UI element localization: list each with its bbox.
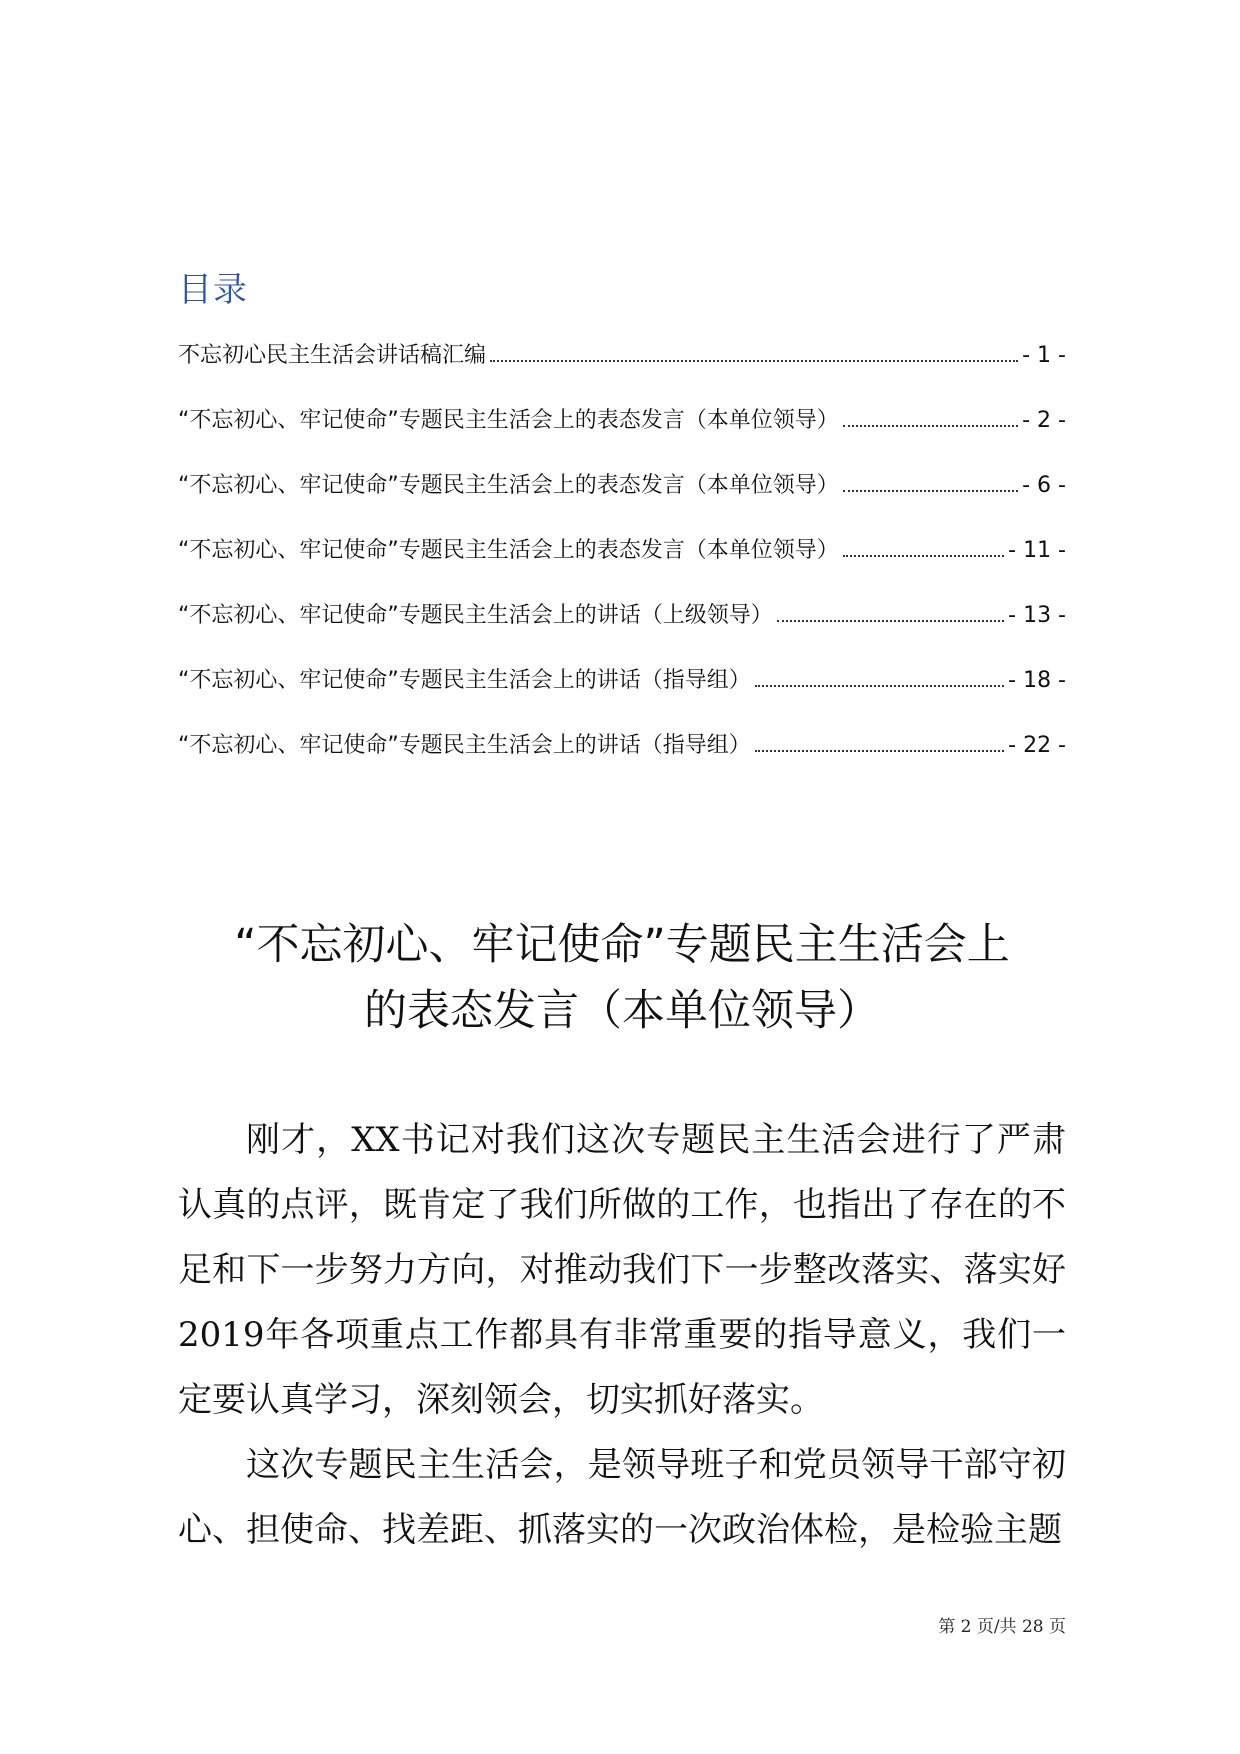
toc-entry-page: - 13 - [1008,603,1066,628]
toc-dot-leader [777,619,1004,622]
toc-entry-page: - 22 - [1008,733,1066,758]
document-title-line: 的表态发言（本单位领导） [364,986,880,1036]
toc-entry[interactable] [178,403,1066,468]
document-title [178,912,1066,1044]
toc-entry[interactable] [178,598,1066,663]
body-paragraph: 刚才，XX书记对我们这次专题民主生活会进行了严肃认真的点评，既肯定了我们所做的工作，也指出了存在的不足和下一步努力方向，对推动我们下一步整改落实、落实好2019年各项重点工作都具有非常重要的指导意义，我们一定要认真学习，深刻领会，切实抓好落实。 [178,1120,1066,1420]
page-footer: 第 2 页/共 28 页 [938,1617,1066,1637]
toc-dot-leader [843,424,1018,427]
toc-entry-title: “不忘初心、牢记使命”专题民主生活会上的表态发言（本单位领导） [178,473,839,498]
toc-heading: 目录 [178,270,248,310]
toc-entry[interactable] [178,663,1066,728]
toc-entry[interactable] [178,338,1066,403]
document-title-line: “不忘初心、牢记使命”专题民主生活会上 [234,920,1010,970]
table-of-contents [178,338,1066,793]
toc-entry-page: - 6 - [1022,473,1066,498]
toc-dot-leader [490,359,1018,362]
toc-entry-page: - 2 - [1022,408,1066,433]
toc-entry[interactable] [178,728,1066,793]
toc-entry[interactable] [178,468,1066,533]
toc-dot-leader [755,684,1004,687]
document-body [178,1108,1066,1563]
toc-entry-page: - 18 - [1008,668,1066,693]
body-paragraph: 这次专题民主生活会，是领导班子和党员领导干部守初心、担使命、找差距、抓落实的一次政治体检，是检验主题 [178,1445,1066,1550]
toc-entry-title: “不忘初心、牢记使命”专题民主生活会上的讲话（指导组） [178,733,751,758]
toc-dot-leader [755,749,1004,752]
toc-entry-page: - 1 - [1022,343,1066,368]
toc-entry-title: “不忘初心、牢记使命”专题民主生活会上的讲话（上级领导） [178,603,773,628]
toc-entry-title: “不忘初心、牢记使命”专题民主生活会上的表态发言（本单位领导） [178,538,839,563]
toc-dot-leader [843,554,1004,557]
toc-entry-title: 不忘初心民主生活会讲话稿汇编 [178,343,487,368]
toc-entry-page: - 11 - [1008,538,1066,563]
toc-entry-title: “不忘初心、牢记使命”专题民主生活会上的表态发言（本单位领导） [178,408,839,433]
toc-dot-leader [843,489,1018,492]
toc-entry[interactable] [178,533,1066,598]
toc-entry-title: “不忘初心、牢记使命”专题民主生活会上的讲话（指导组） [178,668,751,693]
